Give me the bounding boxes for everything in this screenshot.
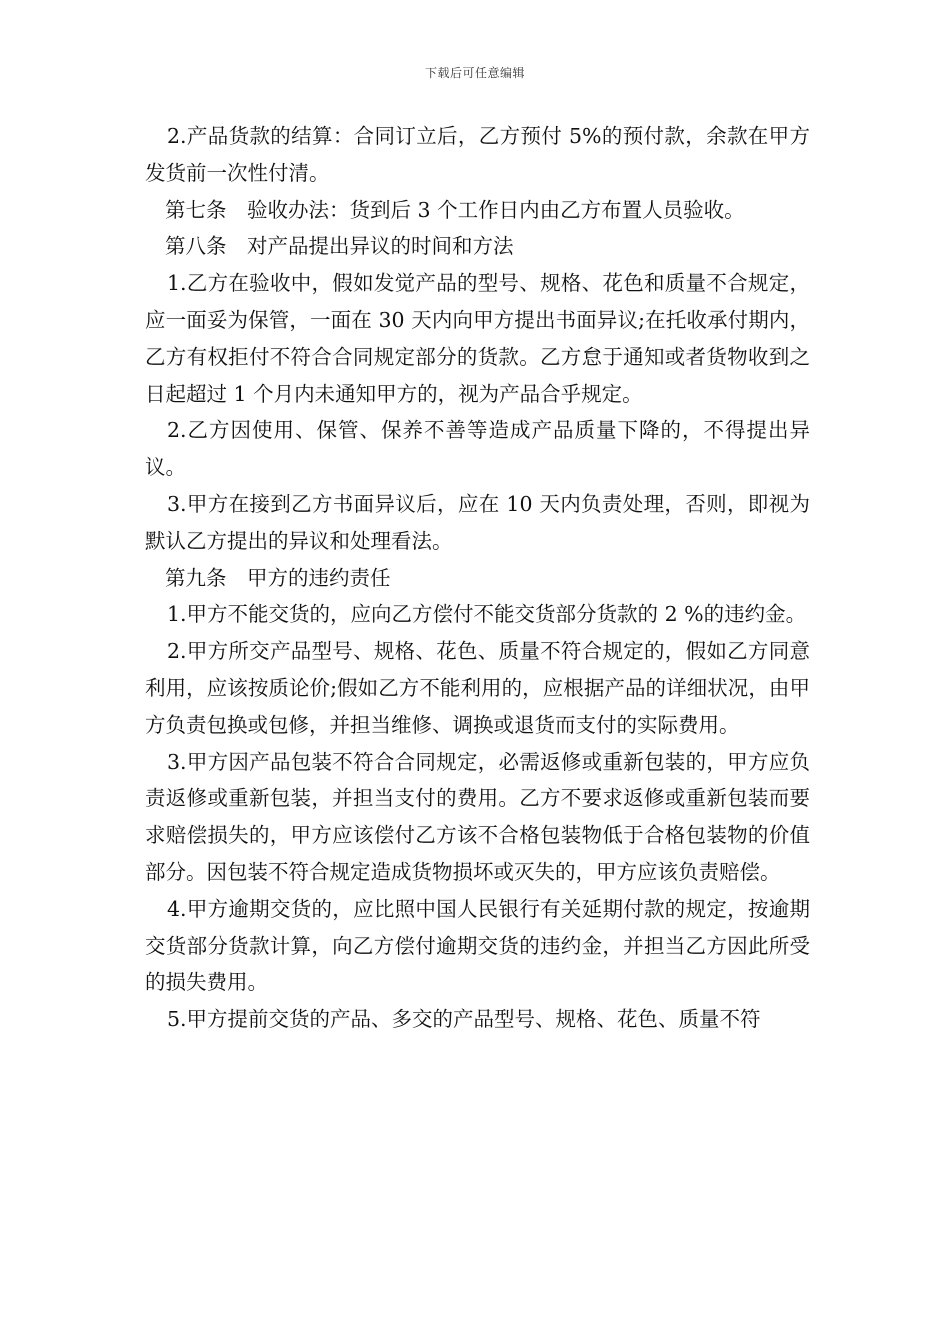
clause-nine-item-5: 5.甲方提前交货的产品、多交的产品型号、规格、花色、质量不符 (167, 1007, 761, 1032)
clause-nine-item-3: 3.甲方因产品包装不符合合同规定，必需返修或重新包装的，甲方应负责返修或重新包装，并担当支付的费用。乙方不要求返修或重新包装而要求赔偿损失的，甲方应该偿付乙方该不合格包装物低于合格包装物的价值部分。因包装不符合规定造成货物损坏或灭失的，甲方应该负责赔偿。 (145, 749, 810, 884)
clause-eight-item-3: 3.甲方在接到乙方书面异议后，应在 10 天内负责处理，否则，即视为默认乙方提出的异议和处理看法。 (145, 491, 810, 553)
clause-eight-heading: 第八条 对产品提出异议的时间和方法 (165, 234, 514, 259)
clause-seven-acceptance: 第七条 验收办法：货到后 3 个工作日内由乙方布置人员验收。 (165, 197, 745, 222)
clause-nine-heading: 第九条 甲方的违约责任 (165, 565, 391, 590)
page-header-note: 下载后可任意编辑 (424, 66, 525, 80)
paragraph-payment-settlement: 2.产品货款的结算：合同订立后，乙方预付 5%的预付款，余款在甲方发货前一次性付清。 (145, 124, 810, 185)
clause-nine-item-1: 1.甲方不能交货的，应向乙方偿付不能交货部分货款的 2 %的违约金。 (167, 602, 807, 627)
clause-eight-item-2: 2.乙方因使用、保管、保养不善等造成产品质量下降的，不得提出异议。 (145, 418, 810, 480)
clause-eight-item-1: 1.乙方在验收中，假如发觉产品的型号、规格、花色和质量不合规定，应一面妥为保管，一面在 30 天内向甲方提出书面异议;在托收承付期内，乙方有权拒付不符合合同规定部分的货款。乙方怠于通知或者货物收到之日起超过 1 个月内未通知甲方的，视为产品合乎规定。 (145, 271, 810, 406)
document-body (145, 118, 810, 1038)
clause-nine-item-4: 4.甲方逾期交货的，应比照中国人民银行有关延期付款的规定，按逾期交货部分货款计算，向乙方偿付逾期交货的违约金，并担当乙方因此所受的损失费用。 (145, 896, 810, 995)
clause-nine-item-2: 2.甲方所交产品型号、规格、花色、质量不符合规定的，假如乙方同意利用，应该按质论价;假如乙方不能利用的，应根据产品的详细状况，由甲方负责包换或包修，并担当维修、调换或退货而支付的实际费用。 (145, 639, 810, 737)
